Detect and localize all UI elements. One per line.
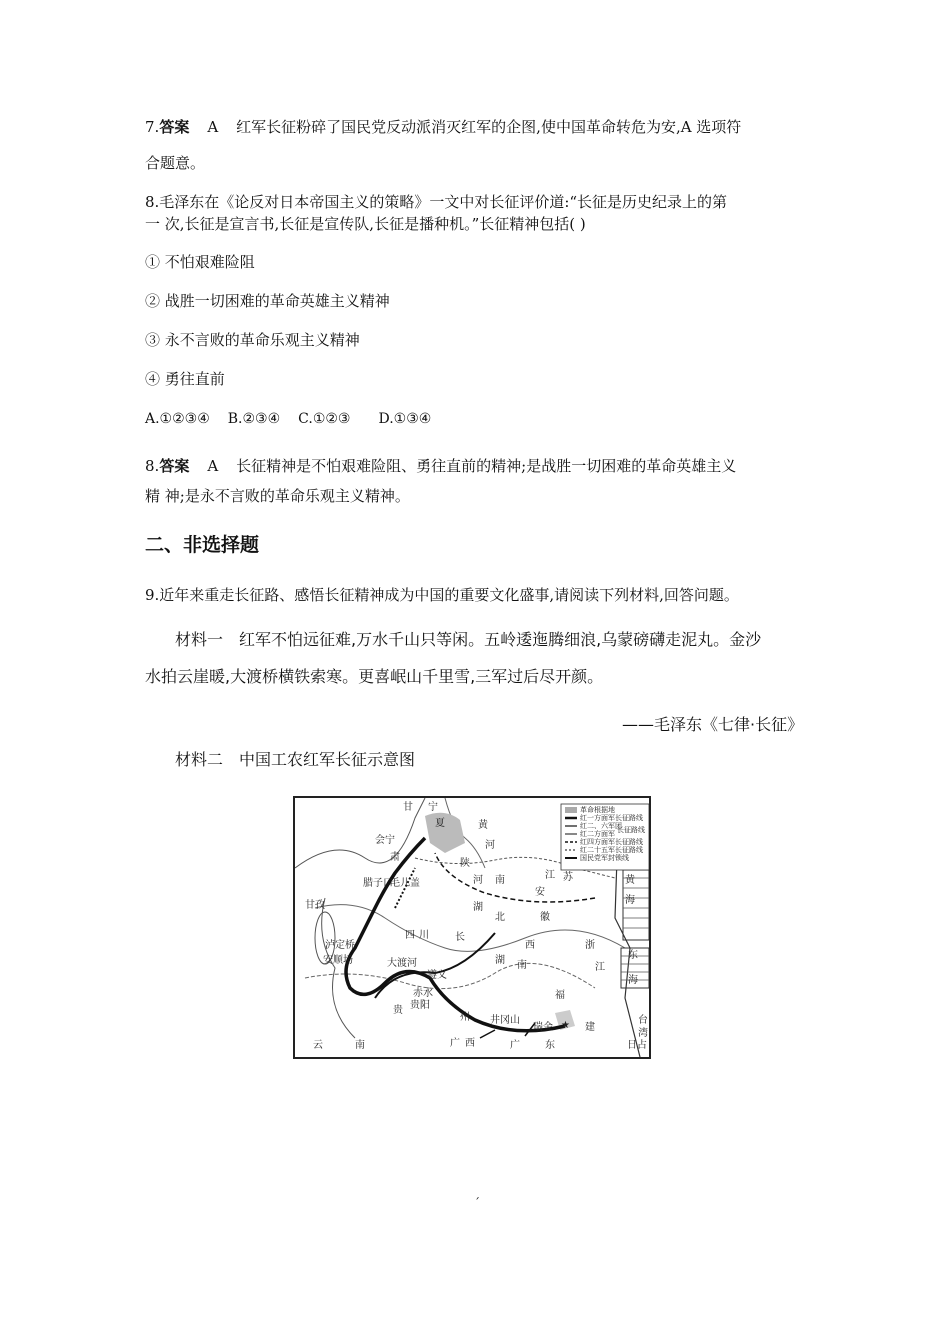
map-label: 甘 xyxy=(403,802,413,813)
map-label: 泸定桥 xyxy=(325,940,355,951)
map-label: 海 xyxy=(628,975,638,986)
map-label: 赤水 xyxy=(413,988,433,999)
q8-options xyxy=(145,409,449,429)
map-label: 苏 xyxy=(563,872,573,883)
map-label: 黄 xyxy=(478,820,488,831)
map-label: 四 xyxy=(405,930,415,941)
map-label: 广 xyxy=(450,1038,460,1049)
map-label: 南 xyxy=(355,1040,365,1051)
map-label: 东 xyxy=(628,950,638,961)
map-label: 江 xyxy=(595,962,605,973)
legend-blockade: 国民党军封锁线 xyxy=(580,854,629,862)
map-label: 海 xyxy=(625,895,635,906)
map-label: 陕 xyxy=(460,858,470,869)
map-label: 广 xyxy=(510,1040,520,1051)
q8-item-2: ② 战胜一切困难的革命英雄主义精神 xyxy=(145,292,390,310)
map-label: 夏 xyxy=(435,818,445,829)
map-label: 瑞金 xyxy=(533,1022,553,1033)
map-label: 江 xyxy=(545,870,555,881)
map-label: 会宁 xyxy=(375,835,395,846)
ruijin-star-icon: ★ xyxy=(561,1020,570,1031)
map-label: 贵 xyxy=(393,1005,403,1016)
q8-option-a: A.①②③④ xyxy=(145,411,210,427)
material1-source: ——毛泽东《七律·长征》 xyxy=(622,715,804,734)
q7-answer-number: 7. xyxy=(145,118,160,136)
q7-answer-text-2: 合题意。 xyxy=(145,154,206,172)
q7-answer-line1 xyxy=(145,117,741,137)
map-label: 云 xyxy=(313,1040,323,1051)
map-label: 大渡河 xyxy=(387,958,417,969)
map-label: 肃 xyxy=(390,852,400,863)
material2-title: 材料二 中国工农红军长征示意图 xyxy=(175,750,416,769)
map-label: 台 xyxy=(638,1015,648,1026)
map-label: 宁 xyxy=(428,802,438,813)
legend-first-army: 红一方面军长征路线 xyxy=(580,814,643,822)
q8-answer-text-2: 精 神;是永不言败的革命乐观主义精神。 xyxy=(145,487,410,505)
map-label: 遵义 xyxy=(427,970,447,981)
map-label: 建 xyxy=(585,1022,595,1033)
map-label: 毛儿盖 xyxy=(390,878,420,889)
map-label: 湾 xyxy=(638,1028,648,1039)
map-label: 黄 xyxy=(625,875,635,886)
q8-item-1: ① 不怕艰难险阻 xyxy=(145,253,255,271)
q8-answer-number: 8. xyxy=(145,457,160,475)
map-label: 甘孜 xyxy=(305,900,325,911)
map-label: 徽 xyxy=(540,912,550,923)
section-heading: 二、非选择题 xyxy=(145,534,260,556)
q8-item-4: ④ 勇往直前 xyxy=(145,370,225,388)
q8-answer-label: 答案 xyxy=(159,457,190,475)
legend-second-army: 红二方面军 xyxy=(580,830,615,838)
map-label: 日占 xyxy=(627,1040,647,1051)
map-label: 东 xyxy=(545,1040,555,1051)
legend-25th-army: 红二十五军长征路线 xyxy=(580,846,643,854)
map-label: 贵阳 xyxy=(410,1000,430,1011)
material1-line2: 水拍云崖暖,大渡桥横铁索寒。更喜岷山千里雪,三军过后尽开颜。 xyxy=(145,667,604,686)
q8-option-b: B.②③④ xyxy=(227,411,281,427)
map-label: 西 xyxy=(525,940,535,951)
map-label: 腊子口 xyxy=(363,878,393,889)
map-label: 河 xyxy=(485,840,495,851)
material1-line1: 材料一 红军不怕远征难,万水千山只等闲。五岭逶迤腾细浪,乌蒙磅礴走泥丸。金沙 xyxy=(175,630,762,649)
q9-stem: 9.近年来重走长征路、感悟长征精神成为中国的重要文化盛事,请阅读下列材料,回答问题。 xyxy=(145,586,739,604)
q8-answer-choice: A xyxy=(207,457,219,475)
map-label: 川 xyxy=(419,930,429,941)
map-label: 井冈山 xyxy=(490,1015,520,1026)
q7-answer-choice: A xyxy=(207,118,219,136)
legend-base-area: 革命根据地 xyxy=(580,806,615,814)
long-march-map xyxy=(293,796,651,1059)
map-label: 湖 xyxy=(495,955,505,966)
map-label: 浙 xyxy=(585,940,595,951)
map-label: 南 xyxy=(517,960,527,971)
map-label: 安顺场 xyxy=(323,955,353,966)
map-label: 南 xyxy=(495,875,505,886)
map-label: 北 xyxy=(495,912,505,923)
q8-answer-text-1: 长征精神是不怕艰难险阻、勇往直前的精神;是战胜一切困难的革命英雄主义 xyxy=(236,457,737,475)
q8-answer-line1 xyxy=(145,456,736,476)
q7-answer-label: 答案 xyxy=(159,118,190,136)
map-label: 湖 xyxy=(473,902,483,913)
q8-option-c: C.①②③ xyxy=(298,411,351,427)
legend-route-group: 长征路线 xyxy=(617,826,645,834)
map-label: 长 xyxy=(455,932,465,943)
q8-stem-line2: 一 次,长征是宣言书,长征是宣传队,长征是播种机。”长征精神包括( ) xyxy=(145,215,586,233)
q7-answer-text-1: 红军长征粉碎了国民党反动派消灭红军的企图,使中国革命转危为安,A 选项符 xyxy=(236,118,742,136)
map-label: 河 xyxy=(473,875,483,886)
map-label: 西 xyxy=(465,1038,475,1049)
q8-item-3: ③ 永不言败的革命乐观主义精神 xyxy=(145,331,360,349)
map-label: 安 xyxy=(535,887,545,898)
page-mark: ´ xyxy=(474,1196,480,1210)
legend-fourth-army: 红四方面军长征路线 xyxy=(580,838,643,846)
map-label: 福 xyxy=(555,990,565,1001)
map-label: 州 xyxy=(460,1012,470,1023)
q8-stem-line1: 8.毛泽东在《论反对日本帝国主义的策略》一文中对长征评价道:“长征是历史纪录上的第 xyxy=(145,193,728,211)
map-labels xyxy=(295,798,649,1057)
q8-option-d: D.①③④ xyxy=(378,411,432,427)
legend-second-sixth: 红二、六军团 xyxy=(580,822,622,830)
